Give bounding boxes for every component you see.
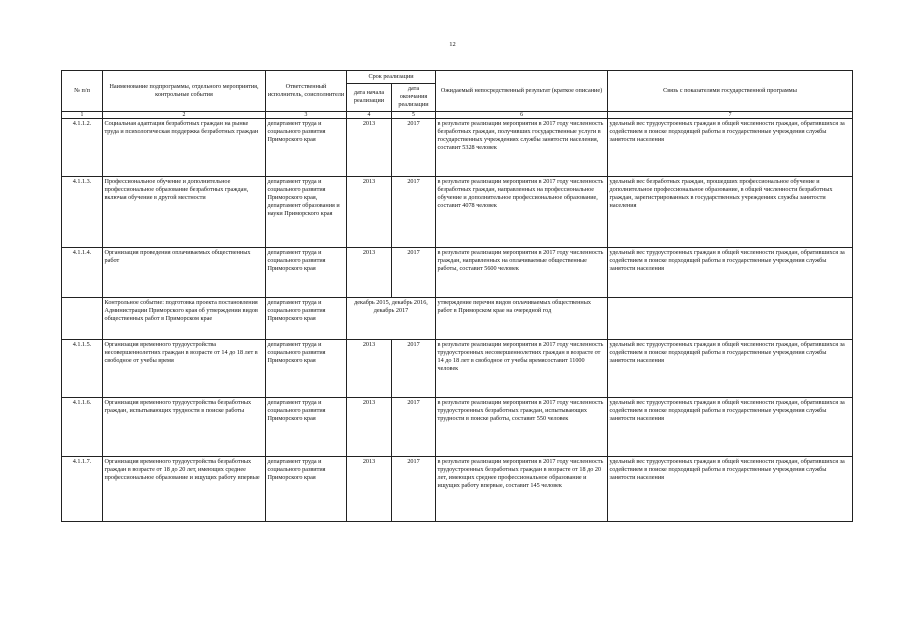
row-end: 2017 bbox=[392, 176, 436, 247]
row-responsible: департамент труда и социального развития Приморского края bbox=[266, 118, 347, 176]
row-result: в результате реализации мероприятия в 2017 году численность безработных граждан, получивших государственные услуги в государственных учреждениях службы занятости населения, составит 5328 человек bbox=[436, 118, 608, 176]
row-link: удельный вес безработных граждан, прошедших профессиональное обучение и дополнительное профессиональное образование, в общей численности безработных граждан, зарегистрированных в государственных учреждениях службы занятости населения bbox=[608, 176, 853, 247]
table-row bbox=[62, 176, 853, 247]
column-number: 7 bbox=[608, 111, 853, 118]
header-end: дата окончания реализации bbox=[392, 84, 436, 112]
row-start: 2013 bbox=[347, 456, 392, 521]
row-name: Организация проведения оплачиваемых общественных работ bbox=[103, 247, 266, 297]
row-link: удельный вес трудоустроенных граждан в общей численности граждан, обратившихся за содействием в поиске подходящей работы в государственные учреждения службы занятости населения bbox=[608, 339, 853, 397]
row-result: утверждение перечня видов оплачиваемых общественных работ в Приморском крае на очередной год bbox=[436, 297, 608, 339]
table-row bbox=[62, 118, 853, 176]
row-number: 4.1.1.7. bbox=[62, 456, 103, 521]
column-number: 4 bbox=[347, 111, 392, 118]
row-name: Организация временного трудоустройства безработных граждан в возрасте от 18 до 20 лет, имеющих среднее профессиональное образование и ищущих работу впервые bbox=[103, 456, 266, 521]
column-number-row bbox=[62, 111, 853, 118]
table-row bbox=[62, 339, 853, 397]
row-result: в результате реализации мероприятия в 2017 году численность безработных граждан, направленных на профессиональное обучение и дополнительное профессиональное образование, составит 4078 человек bbox=[436, 176, 608, 247]
row-number: 4.1.1.2. bbox=[62, 118, 103, 176]
row-number: 4.1.1.3. bbox=[62, 176, 103, 247]
table-row bbox=[62, 247, 853, 297]
row-responsible: департамент труда и социального развития Приморского края, департамент образования и науки Приморского края bbox=[266, 176, 347, 247]
column-number: 3 bbox=[266, 111, 347, 118]
row-result: в результате реализации мероприятия в 2017 году численность трудоустроенных несовершеннолетних граждан в возрасте от 14 до 18 лет в свободное от учебы времясоставит 11000 человек bbox=[436, 339, 608, 397]
row-name: Профессиональное обучение и дополнительное профессиональное образование безработных граждан, включая обучение в другой местности bbox=[103, 176, 266, 247]
row-responsible: департамент труда и социального развития Приморского края bbox=[266, 297, 347, 339]
row-result: в результате реализации мероприятия в 2017 году численность трудоустроенных безработных граждан, испытывающих трудности в поиске работы, составит 550 человек bbox=[436, 397, 608, 456]
header-responsible: Ответственный исполнитель, соисполнители bbox=[266, 71, 347, 112]
row-result: в результате реализации мероприятия в 2017 году численность трудоустроенных безработных граждан в возрасте от 18 до 20 лет, имеющих среднее профессиональное образование и ищущих работу впервые, составит 145 человек bbox=[436, 456, 608, 521]
column-number: 6 bbox=[436, 111, 608, 118]
row-name: Социальная адаптация безработных граждан на рынке труда и психологическая поддержка безработных граждан bbox=[103, 118, 266, 176]
row-start: 2013 bbox=[347, 397, 392, 456]
row-name: Организация временного трудоустройства безработных граждан, испытывающих трудности в поиске работы bbox=[103, 397, 266, 456]
row-number: 4.1.1.5. bbox=[62, 339, 103, 397]
table-row bbox=[62, 297, 853, 339]
row-link: удельный вес трудоустроенных граждан в общей численности граждан, обратившихся за содействием в поиске подходящей работы в государственные учреждения службы занятости населения bbox=[608, 118, 853, 176]
row-number bbox=[62, 297, 103, 339]
row-end: 2017 bbox=[392, 118, 436, 176]
table-row bbox=[62, 456, 853, 521]
row-start: 2013 bbox=[347, 176, 392, 247]
row-end: 2017 bbox=[392, 397, 436, 456]
header-name: Наименование подпрограммы, отдельного мероприятия, контрольные события bbox=[103, 71, 266, 112]
page-number: 12 bbox=[449, 41, 456, 48]
program-plan-table bbox=[61, 70, 853, 522]
row-responsible: департамент труда и социального развития Приморского края bbox=[266, 397, 347, 456]
row-responsible: департамент труда и социального развития Приморского края bbox=[266, 339, 347, 397]
row-result: в результате реализации мероприятия в 2017 году численность граждан, направленных на оплачиваемые общественные работы, составит 5600 человек bbox=[436, 247, 608, 297]
row-responsible: департамент труда и социального развития Приморского края bbox=[266, 247, 347, 297]
row-dates: декабрь 2015, декабрь 2016, декабрь 2017 bbox=[347, 297, 436, 339]
header-period: Срок реализации bbox=[347, 71, 436, 84]
header-start: дата начала реализации bbox=[347, 84, 392, 112]
row-name: Контрольное событие: подготовка проекта постановления Администрации Приморского края об утверждении видов общественных работ в Приморском крае bbox=[103, 297, 266, 339]
row-start: 2013 bbox=[347, 247, 392, 297]
row-number: 4.1.1.6. bbox=[62, 397, 103, 456]
row-link: удельный вес трудоустроенных граждан в общей численности граждан, обратившихся за содействием в поиске подходящей работы в государственные учреждения службы занятости населения bbox=[608, 247, 853, 297]
column-number: 1 bbox=[62, 111, 103, 118]
header-result: Ожидаемый непосредственный результат (краткое описание) bbox=[436, 71, 608, 112]
row-end: 2017 bbox=[392, 339, 436, 397]
row-link: удельный вес трудоустроенных граждан в общей численности граждан, обратившихся за содействием в поиске подходящей работы в государственные учреждения службы занятости населения bbox=[608, 397, 853, 456]
column-number: 2 bbox=[103, 111, 266, 118]
row-link: удельный вес трудоустроенных граждан в общей численности граждан, обратившихся за содействием в поиске подходящей работы в государственные учреждения службы занятости населения bbox=[608, 456, 853, 521]
header-num: № п/п bbox=[62, 71, 103, 112]
row-link bbox=[608, 297, 853, 339]
column-number: 5 bbox=[392, 111, 436, 118]
row-name: Организация временного трудоустройства несовершеннолетних граждан в возрасте от 14 до 18 лет в свободное от учебы время bbox=[103, 339, 266, 397]
header-row bbox=[62, 71, 853, 84]
table-row bbox=[62, 397, 853, 456]
row-start: 2013 bbox=[347, 118, 392, 176]
row-end: 2017 bbox=[392, 456, 436, 521]
header-link: Связь с показателями государственной программы bbox=[608, 71, 853, 112]
row-start: 2013 bbox=[347, 339, 392, 397]
row-responsible: департамент труда и социального развития Приморского края bbox=[266, 456, 347, 521]
row-end: 2017 bbox=[392, 247, 436, 297]
row-number: 4.1.1.4. bbox=[62, 247, 103, 297]
